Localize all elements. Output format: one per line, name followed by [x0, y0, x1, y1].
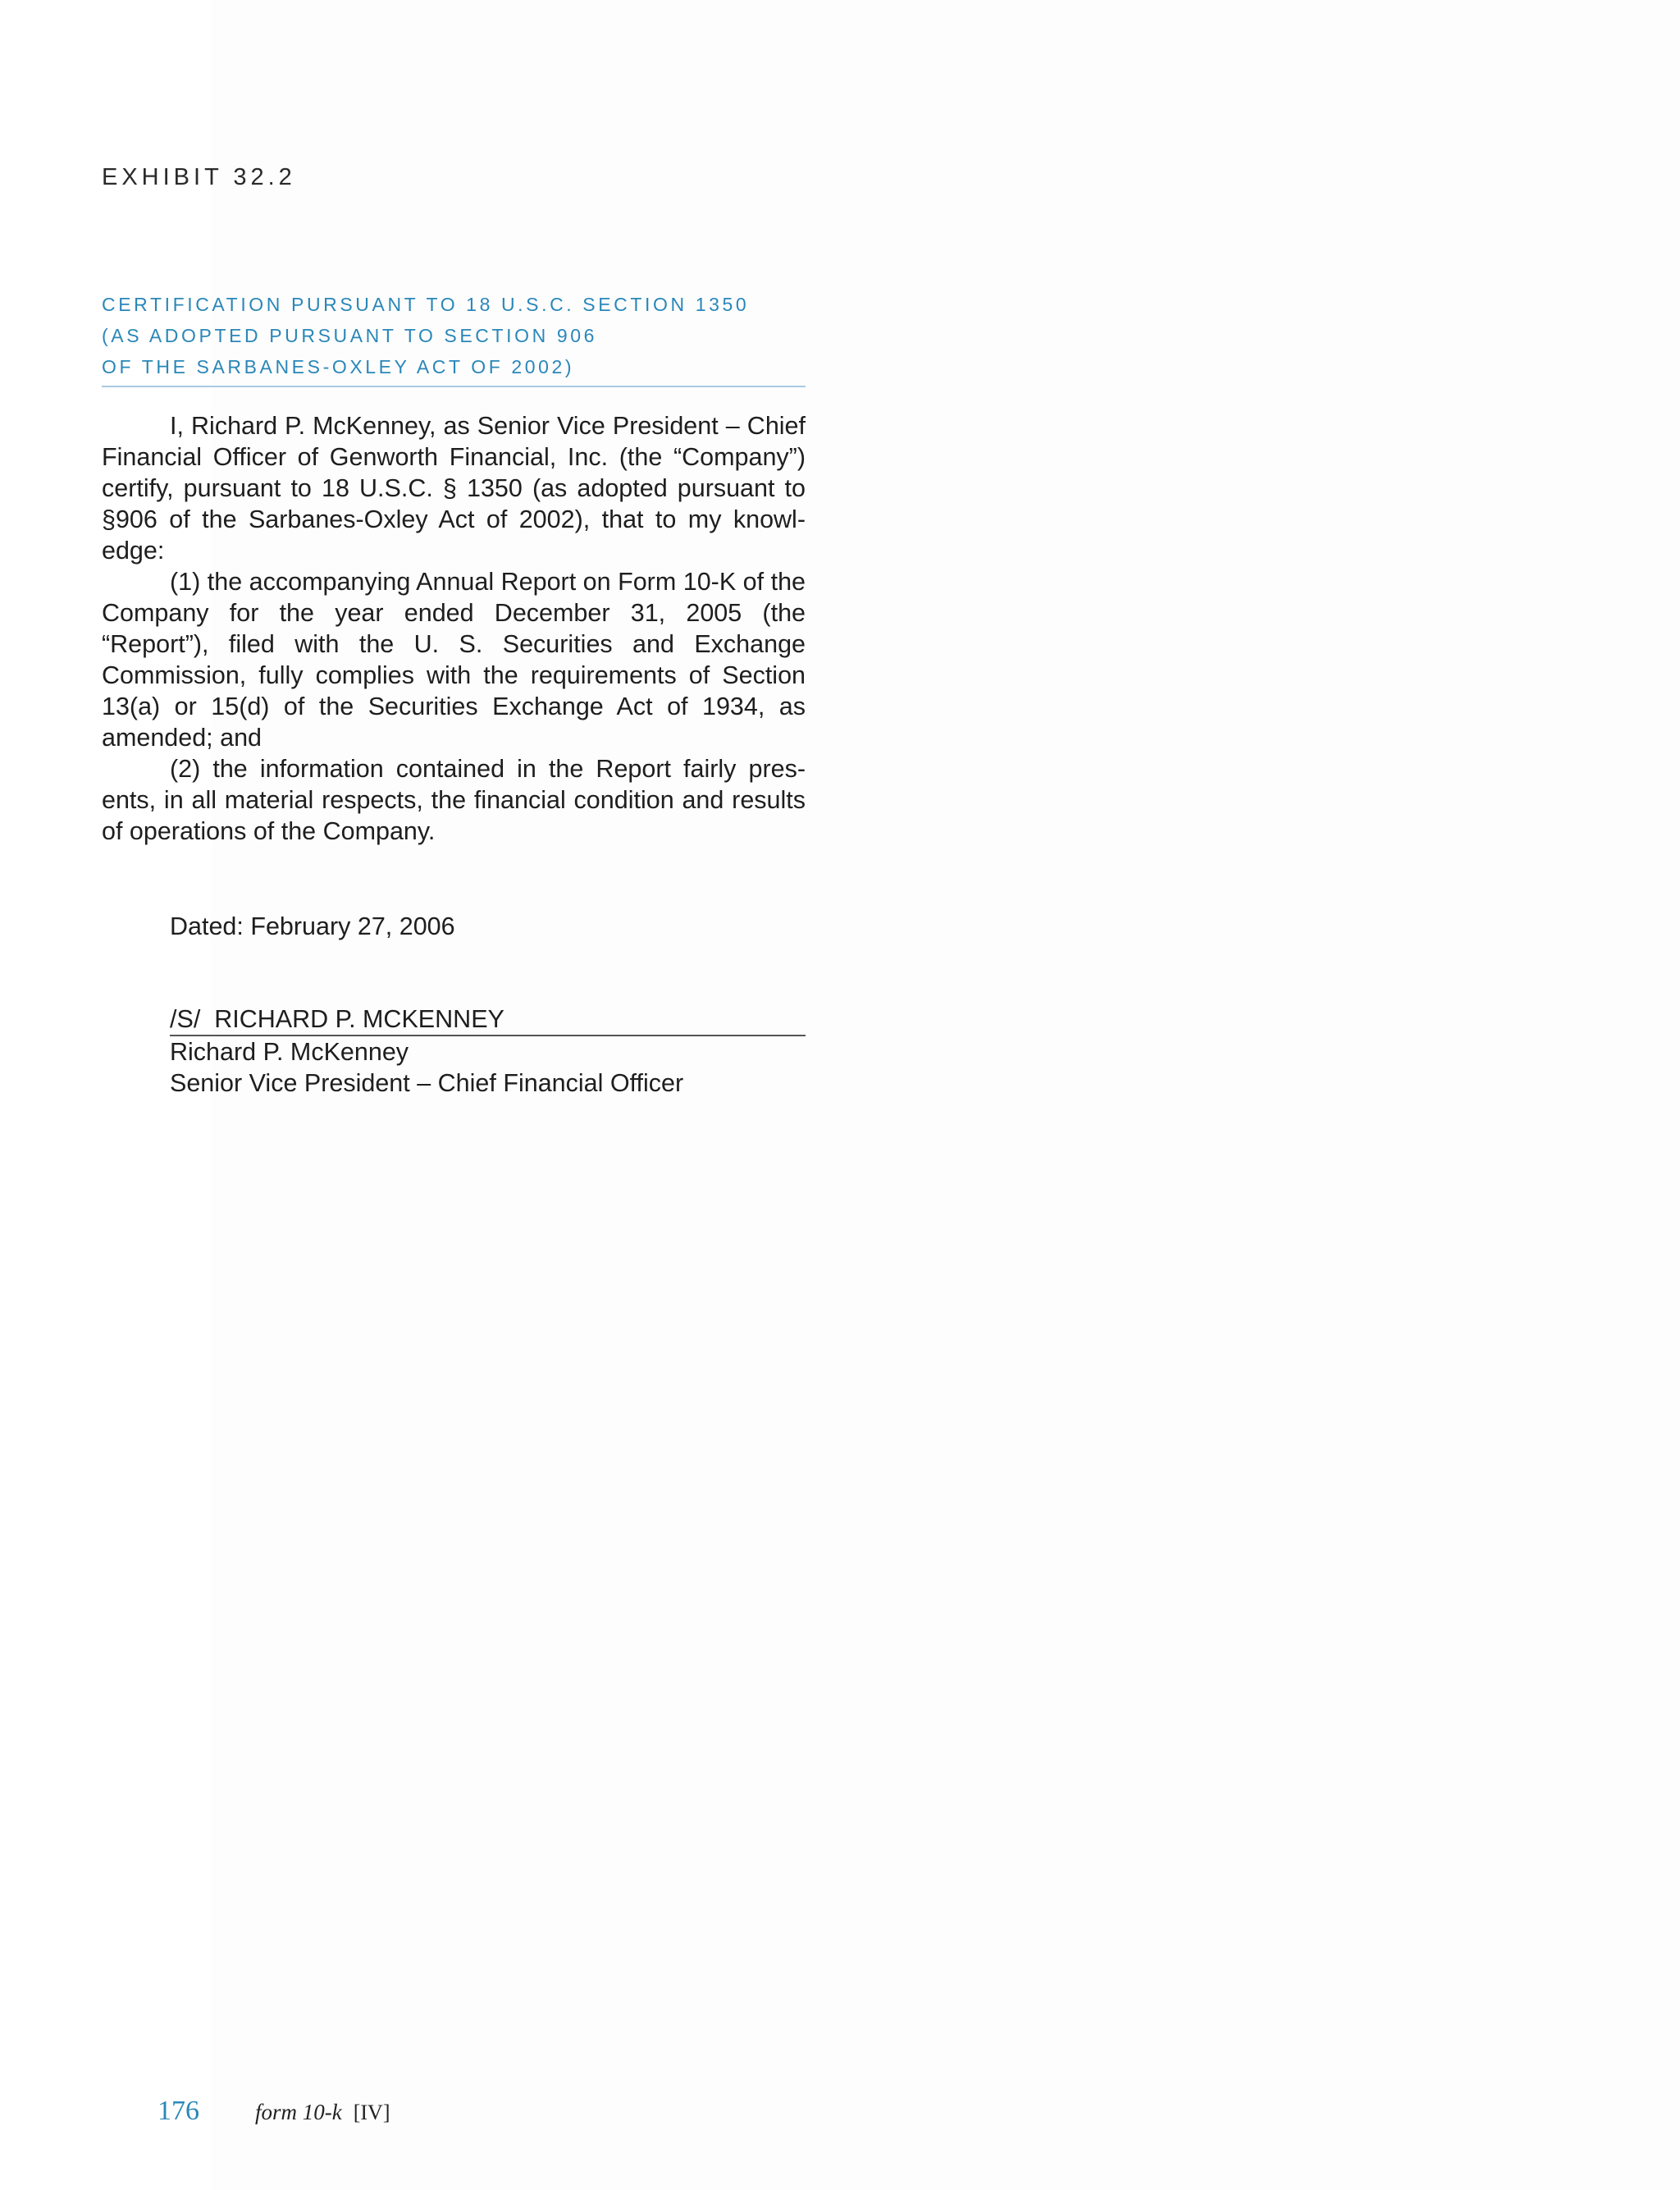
item-2-paragraph: (2) the information contained in the Report fairly pres-ents, in all material respects, the financial condition and results of operations of the Company.	[102, 755, 806, 845]
heading-line-1: CERTIFICATION PURSUANT TO 18 U.S.C. SECTION 1350	[102, 294, 750, 315]
certification-body	[102, 410, 806, 847]
certification-heading	[102, 289, 806, 387]
section-label: [IV]	[353, 2101, 390, 2124]
dated-line: Dated: February 27, 2006	[170, 912, 455, 940]
item-1-paragraph: (1) the accompanying Annual Report on Form 10-K of the Company for the year ended December 31, 2005 (the “Report”), filed with the U. S. Securities and Exchange Commission, fully complies with the requirements of Section 13(a) or 15(d) of the Securities Exchange Act of 1934, as amended; and	[102, 568, 806, 752]
page-footer	[158, 2096, 390, 2127]
signature-block	[170, 1004, 806, 1099]
heading-line-2: (AS ADOPTED PURSUANT TO SECTION 906	[102, 325, 598, 346]
intro-paragraph: I, Richard P. McKenney, as Senior Vice President – Chief Financial Officer of Genworth Financial, Inc. (the “Company”) certify, pursuant to 18 U.S.C. § 1350 (as adopted pursuant to §906 of the Sarbanes-Oxley Act of 2002), that to my knowl-edge:	[102, 412, 806, 565]
signer-title: Senior Vice President – Chief Financial Officer	[170, 1069, 684, 1097]
form-label: form 10-k	[255, 2100, 342, 2124]
signature-line: /S/ RICHARD P. MCKENNEY	[170, 1004, 806, 1036]
signer-name: Richard P. McKenney	[170, 1038, 409, 1066]
heading-line-3: OF THE SARBANES-OXLEY ACT OF 2002)	[102, 356, 575, 377]
exhibit-label: EXHIBIT 32.2	[102, 164, 296, 190]
page-number: 176	[158, 2096, 199, 2126]
